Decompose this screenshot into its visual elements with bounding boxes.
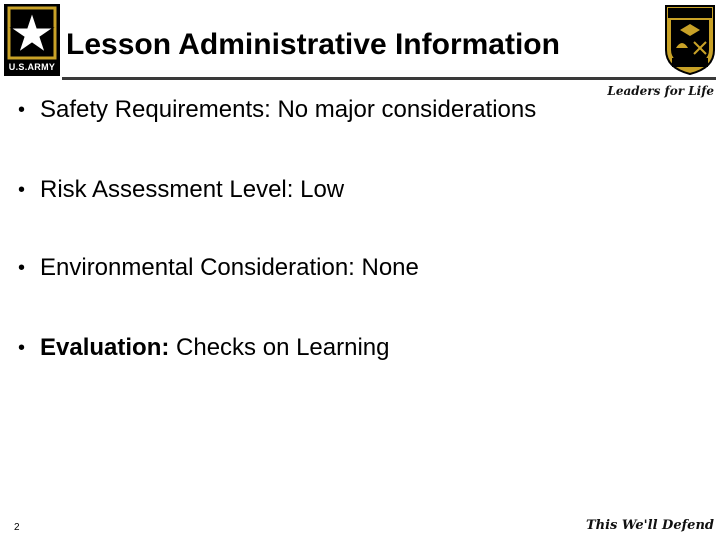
bullet-dot-icon: • [18, 99, 26, 121]
rotc-crest-icon [662, 2, 718, 76]
us-army-logo [4, 4, 60, 76]
header-motto: Leaders for Life [607, 84, 714, 98]
bullet-dot-icon: • [18, 257, 26, 279]
leadership-crest [662, 2, 718, 76]
bullet-text: Environmental Consideration: None [40, 254, 419, 281]
page-title: Lesson Administrative Information [66, 28, 560, 61]
page-number: 2 [14, 522, 20, 533]
bullet-text: Risk Assessment Level: Low [40, 176, 345, 203]
army-star-icon [4, 4, 60, 62]
bullet-text: Evaluation: Checks on Learning [40, 334, 390, 361]
footer-motto: This We'll Defend [585, 518, 714, 533]
bullet-text: Safety Requirements: No major considerations [40, 96, 537, 123]
title-divider [62, 77, 716, 80]
bullet-dot-icon: • [18, 337, 26, 359]
army-logo-label: U.S.ARMY [8, 62, 56, 72]
bullet-dot-icon: • [18, 179, 26, 201]
